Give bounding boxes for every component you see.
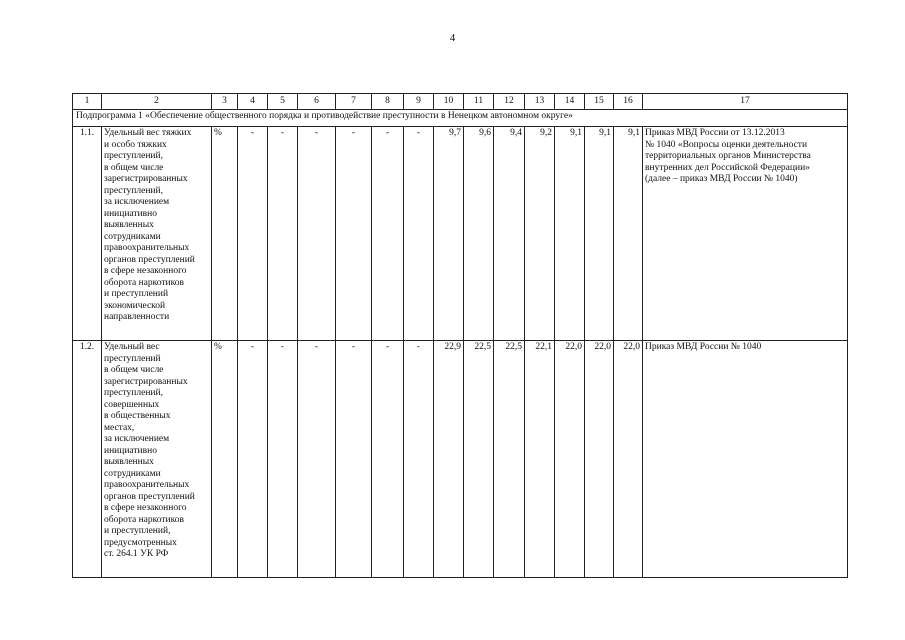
- value-cell: 22,1: [525, 341, 555, 578]
- column-number: 17: [643, 94, 848, 110]
- value-cell: 22,0: [614, 341, 643, 578]
- column-number: 2: [102, 94, 212, 110]
- column-number: 11: [464, 94, 494, 110]
- column-number: 7: [336, 94, 372, 110]
- empty-value-cell: -: [238, 341, 268, 578]
- empty-value-cell: -: [268, 341, 298, 578]
- column-number: 3: [212, 94, 238, 110]
- source-cell: Приказ МВД России № 1040: [643, 341, 848, 578]
- empty-value-cell: -: [404, 341, 434, 578]
- table-row: [73, 341, 848, 578]
- indicator-name: Удельный вес тяжких и особо тяжких преступлений, в общем числе зарегистрированных преступлений, за исключением инициативно выявленных сотрудниками правоохранительных органов преступлений в сфере незаконного оборота наркотиков и преступлений экономической направленности: [102, 127, 212, 341]
- value-cell: 9,2: [525, 127, 555, 341]
- value-cell: 22,5: [464, 341, 494, 578]
- column-number: 15: [585, 94, 614, 110]
- value-cell: 9,7: [434, 127, 464, 341]
- subprogram-title: Подпрограмма 1 «Обеспечение общественного порядка и противодействие преступности в Ненецком автономном округе»: [73, 110, 848, 127]
- value-cell: 9,1: [555, 127, 585, 341]
- empty-value-cell: -: [238, 127, 268, 341]
- value-cell: 22,5: [494, 341, 525, 578]
- column-number: 4: [238, 94, 268, 110]
- value-cell: 22,0: [555, 341, 585, 578]
- value-cell: 22,0: [585, 341, 614, 578]
- empty-value-cell: -: [268, 127, 298, 341]
- indicators-table: [72, 93, 848, 578]
- column-number: 6: [298, 94, 336, 110]
- column-number: 13: [525, 94, 555, 110]
- column-number: 16: [614, 94, 643, 110]
- row-number: 1.2.: [73, 341, 102, 578]
- empty-value-cell: -: [372, 127, 404, 341]
- empty-value-cell: -: [336, 127, 372, 341]
- empty-value-cell: -: [298, 341, 336, 578]
- indicator-name: Удельный вес преступлений в общем числе зарегистрированных преступлений, совершенных в общественных местах, за исключением инициативно выявленных сотрудниками правоохранительных органов преступлений в сфере незаконного оборота наркотиков и преступлений, предусмотренных ст. 264.1 УК РФ: [102, 341, 212, 578]
- subprogram-row: [73, 110, 848, 127]
- value-cell: 9,6: [464, 127, 494, 341]
- unit-cell: %: [212, 341, 238, 578]
- empty-value-cell: -: [336, 341, 372, 578]
- column-number: 8: [372, 94, 404, 110]
- empty-value-cell: -: [298, 127, 336, 341]
- column-number: 14: [555, 94, 585, 110]
- row-number: 1.1.: [73, 127, 102, 341]
- value-cell: 22,9: [434, 341, 464, 578]
- value-cell: 9,1: [585, 127, 614, 341]
- value-cell: 9,4: [494, 127, 525, 341]
- source-cell: Приказ МВД России от 13.12.2013 № 1040 «Вопросы оценки деятельности территориальных органов Министерства внутренних дел Российской Федерации» (далее – приказ МВД России № 1040): [643, 127, 848, 341]
- column-numbers-row: [73, 94, 848, 110]
- column-number: 10: [434, 94, 464, 110]
- table-row: [73, 127, 848, 341]
- column-number: 9: [404, 94, 434, 110]
- column-number: 12: [494, 94, 525, 110]
- empty-value-cell: -: [372, 341, 404, 578]
- empty-value-cell: -: [404, 127, 434, 341]
- unit-cell: %: [212, 127, 238, 341]
- value-cell: 9,1: [614, 127, 643, 341]
- column-number: 5: [268, 94, 298, 110]
- column-number: 1: [73, 94, 102, 110]
- page-number: 4: [449, 32, 456, 44]
